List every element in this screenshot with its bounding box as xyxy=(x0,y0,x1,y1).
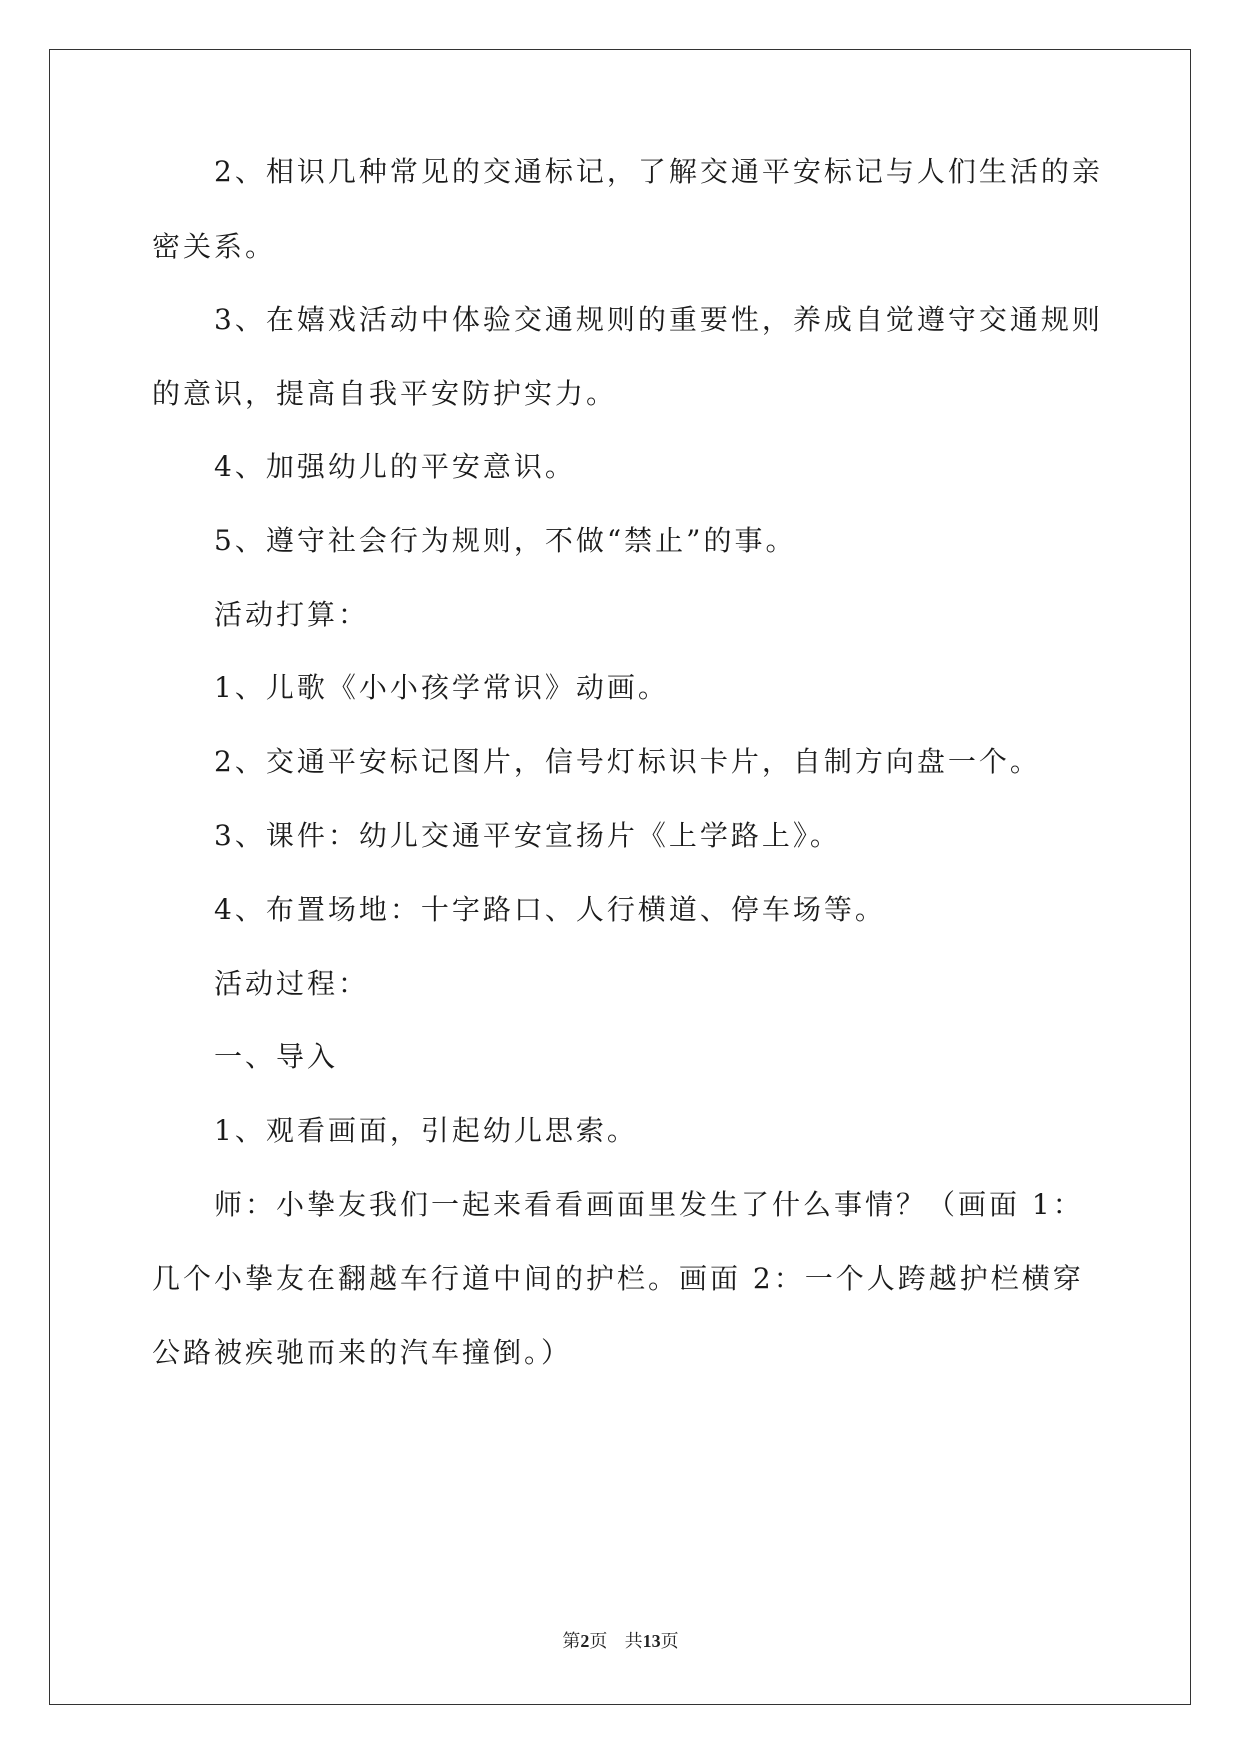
page-footer xyxy=(0,1632,1241,1651)
footer-total-pages: 13 xyxy=(642,1631,661,1651)
paragraph-4: 5、遵守社会行为规则，不做“禁止”的事。 xyxy=(214,524,797,557)
footer-page-prefix: 第 xyxy=(562,1631,581,1652)
paragraph-13-line-3: 公路被疾驰而来的汽车撞倒。） xyxy=(152,1336,573,1369)
paragraph-8: 3、课件：幼儿交通平安宣扬片《上学路上》。 xyxy=(214,819,841,852)
page-frame xyxy=(49,49,1191,1705)
footer-page-suffix: 页 xyxy=(660,1631,679,1652)
paragraph-9: 4、布置场地：十字路口、人行横道、停车场等。 xyxy=(214,893,886,926)
paragraph-2-line-2: 的意识，提高自我平安防护实力。 xyxy=(152,377,618,410)
paragraph-10: 活动过程： xyxy=(214,967,370,1000)
paragraph-2-line-1: 3、在嬉戏活动中体验交通规则的重要性，养成自觉遵守交通规则 xyxy=(214,303,1103,336)
paragraph-11: 一、导入 xyxy=(214,1040,339,1073)
paragraph-12: 1、观看画面，引起幼儿思索。 xyxy=(214,1114,638,1147)
footer-current-page: 2 xyxy=(580,1631,590,1651)
paragraph-6: 1、儿歌《小小孩学常识》动画。 xyxy=(214,671,669,704)
paragraph-5: 活动打算： xyxy=(214,598,370,631)
paragraph-1-line-1: 2、相识几种常见的交通标记，了解交通平安标记与人们生活的亲 xyxy=(214,155,1103,188)
paragraph-3: 4、加强幼儿的平安意识。 xyxy=(214,450,576,483)
paragraph-13-line-2: 几个小挚友在翻越车行道中间的护栏。画面 2：一个人跨越护栏横穿 xyxy=(152,1262,1084,1295)
paragraph-1-line-2: 密关系。 xyxy=(152,230,277,263)
paragraph-7: 2、交通平安标记图片，信号灯标识卡片，自制方向盘一个。 xyxy=(214,745,1041,778)
paragraph-13-line-1: 师：小挚友我们一起来看看画面里发生了什么事情？（画面 1： xyxy=(214,1188,1084,1221)
footer-page-mid: 页 共 xyxy=(589,1631,643,1652)
